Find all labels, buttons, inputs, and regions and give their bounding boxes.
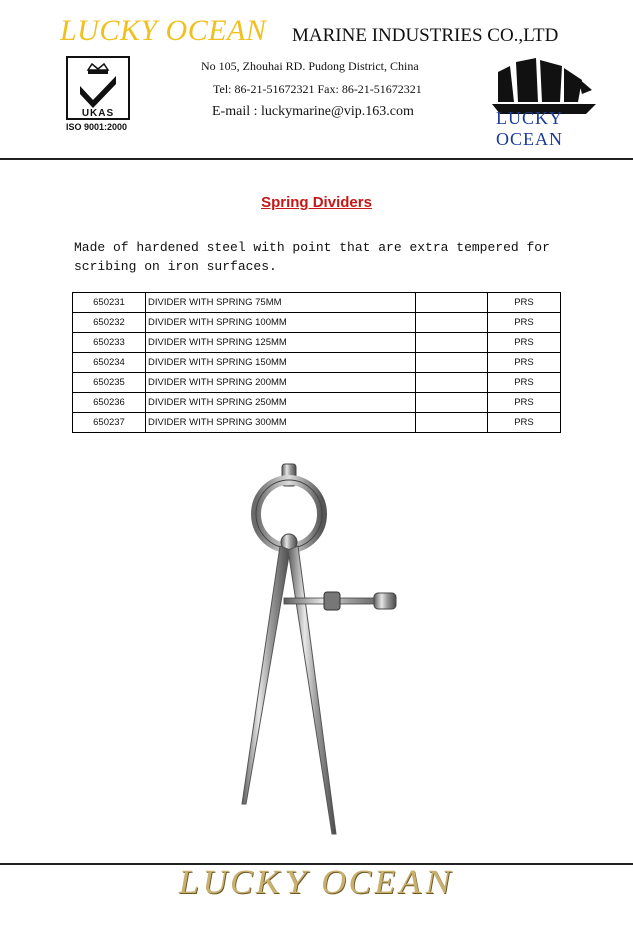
item-code: 650232 xyxy=(73,313,146,333)
item-name: DIVIDER WITH SPRING 200MM xyxy=(146,373,416,393)
item-extra xyxy=(416,293,488,313)
item-name: DIVIDER WITH SPRING 300MM xyxy=(146,413,416,433)
item-code: 650233 xyxy=(73,333,146,353)
address-line: No 105, Zhouhai RD. Pudong District, China xyxy=(201,59,419,73)
table-row xyxy=(73,373,561,393)
item-name: DIVIDER WITH SPRING 150MM xyxy=(146,353,416,373)
phone-fax-line: Tel: 86-21-51672321 Fax: 86-21-51672321 xyxy=(213,82,422,96)
table-row xyxy=(73,333,561,353)
item-unit: PRS xyxy=(488,353,561,373)
spring-divider-image xyxy=(224,452,410,842)
items-table xyxy=(72,292,561,433)
item-code: 650234 xyxy=(73,353,146,373)
item-extra xyxy=(416,313,488,333)
table-row xyxy=(73,293,561,313)
item-unit: PRS xyxy=(488,393,561,413)
email-line: E-mail : luckymarine@vip.163.com xyxy=(212,104,414,119)
product-description: Made of hardened steel with point that are extra tempered for scribing on iron surfaces. xyxy=(74,240,550,274)
item-extra xyxy=(416,393,488,413)
item-name: DIVIDER WITH SPRING 100MM xyxy=(146,313,416,333)
item-extra xyxy=(416,373,488,393)
item-unit: PRS xyxy=(488,293,561,313)
table-row xyxy=(73,413,561,433)
item-unit: PRS xyxy=(488,373,561,393)
item-extra xyxy=(416,413,488,433)
page-title xyxy=(0,194,633,211)
item-code: 650237 xyxy=(73,413,146,433)
item-name: DIVIDER WITH SPRING 75MM xyxy=(146,293,416,313)
company-name: MARINE INDUSTRIES CO.,LTD xyxy=(292,25,559,46)
item-extra xyxy=(416,353,488,373)
item-code: 650236 xyxy=(73,393,146,413)
item-extra xyxy=(416,333,488,353)
ukas-certification-logo xyxy=(66,56,130,120)
item-unit: PRS xyxy=(488,313,561,333)
table-row xyxy=(73,313,561,333)
item-unit: PRS xyxy=(488,333,561,353)
footer-logo-text: LUCKY OCEAN xyxy=(176,864,458,901)
item-unit: PRS xyxy=(488,413,561,433)
table-row xyxy=(73,393,561,413)
table-row xyxy=(73,353,561,373)
header-logo-text: LUCKY OCEAN xyxy=(496,108,563,149)
header-divider xyxy=(0,158,633,160)
item-code: 650235 xyxy=(73,373,146,393)
ukas-label: UKAS xyxy=(81,108,115,119)
brand-name: LUCKY OCEAN xyxy=(60,14,267,47)
item-name: DIVIDER WITH SPRING 125MM xyxy=(146,333,416,353)
iso-standard: ISO 9001:2000 xyxy=(66,122,128,132)
item-name: DIVIDER WITH SPRING 250MM xyxy=(146,393,416,413)
page-title-text: Spring Dividers xyxy=(261,194,372,211)
item-code: 650231 xyxy=(73,293,146,313)
